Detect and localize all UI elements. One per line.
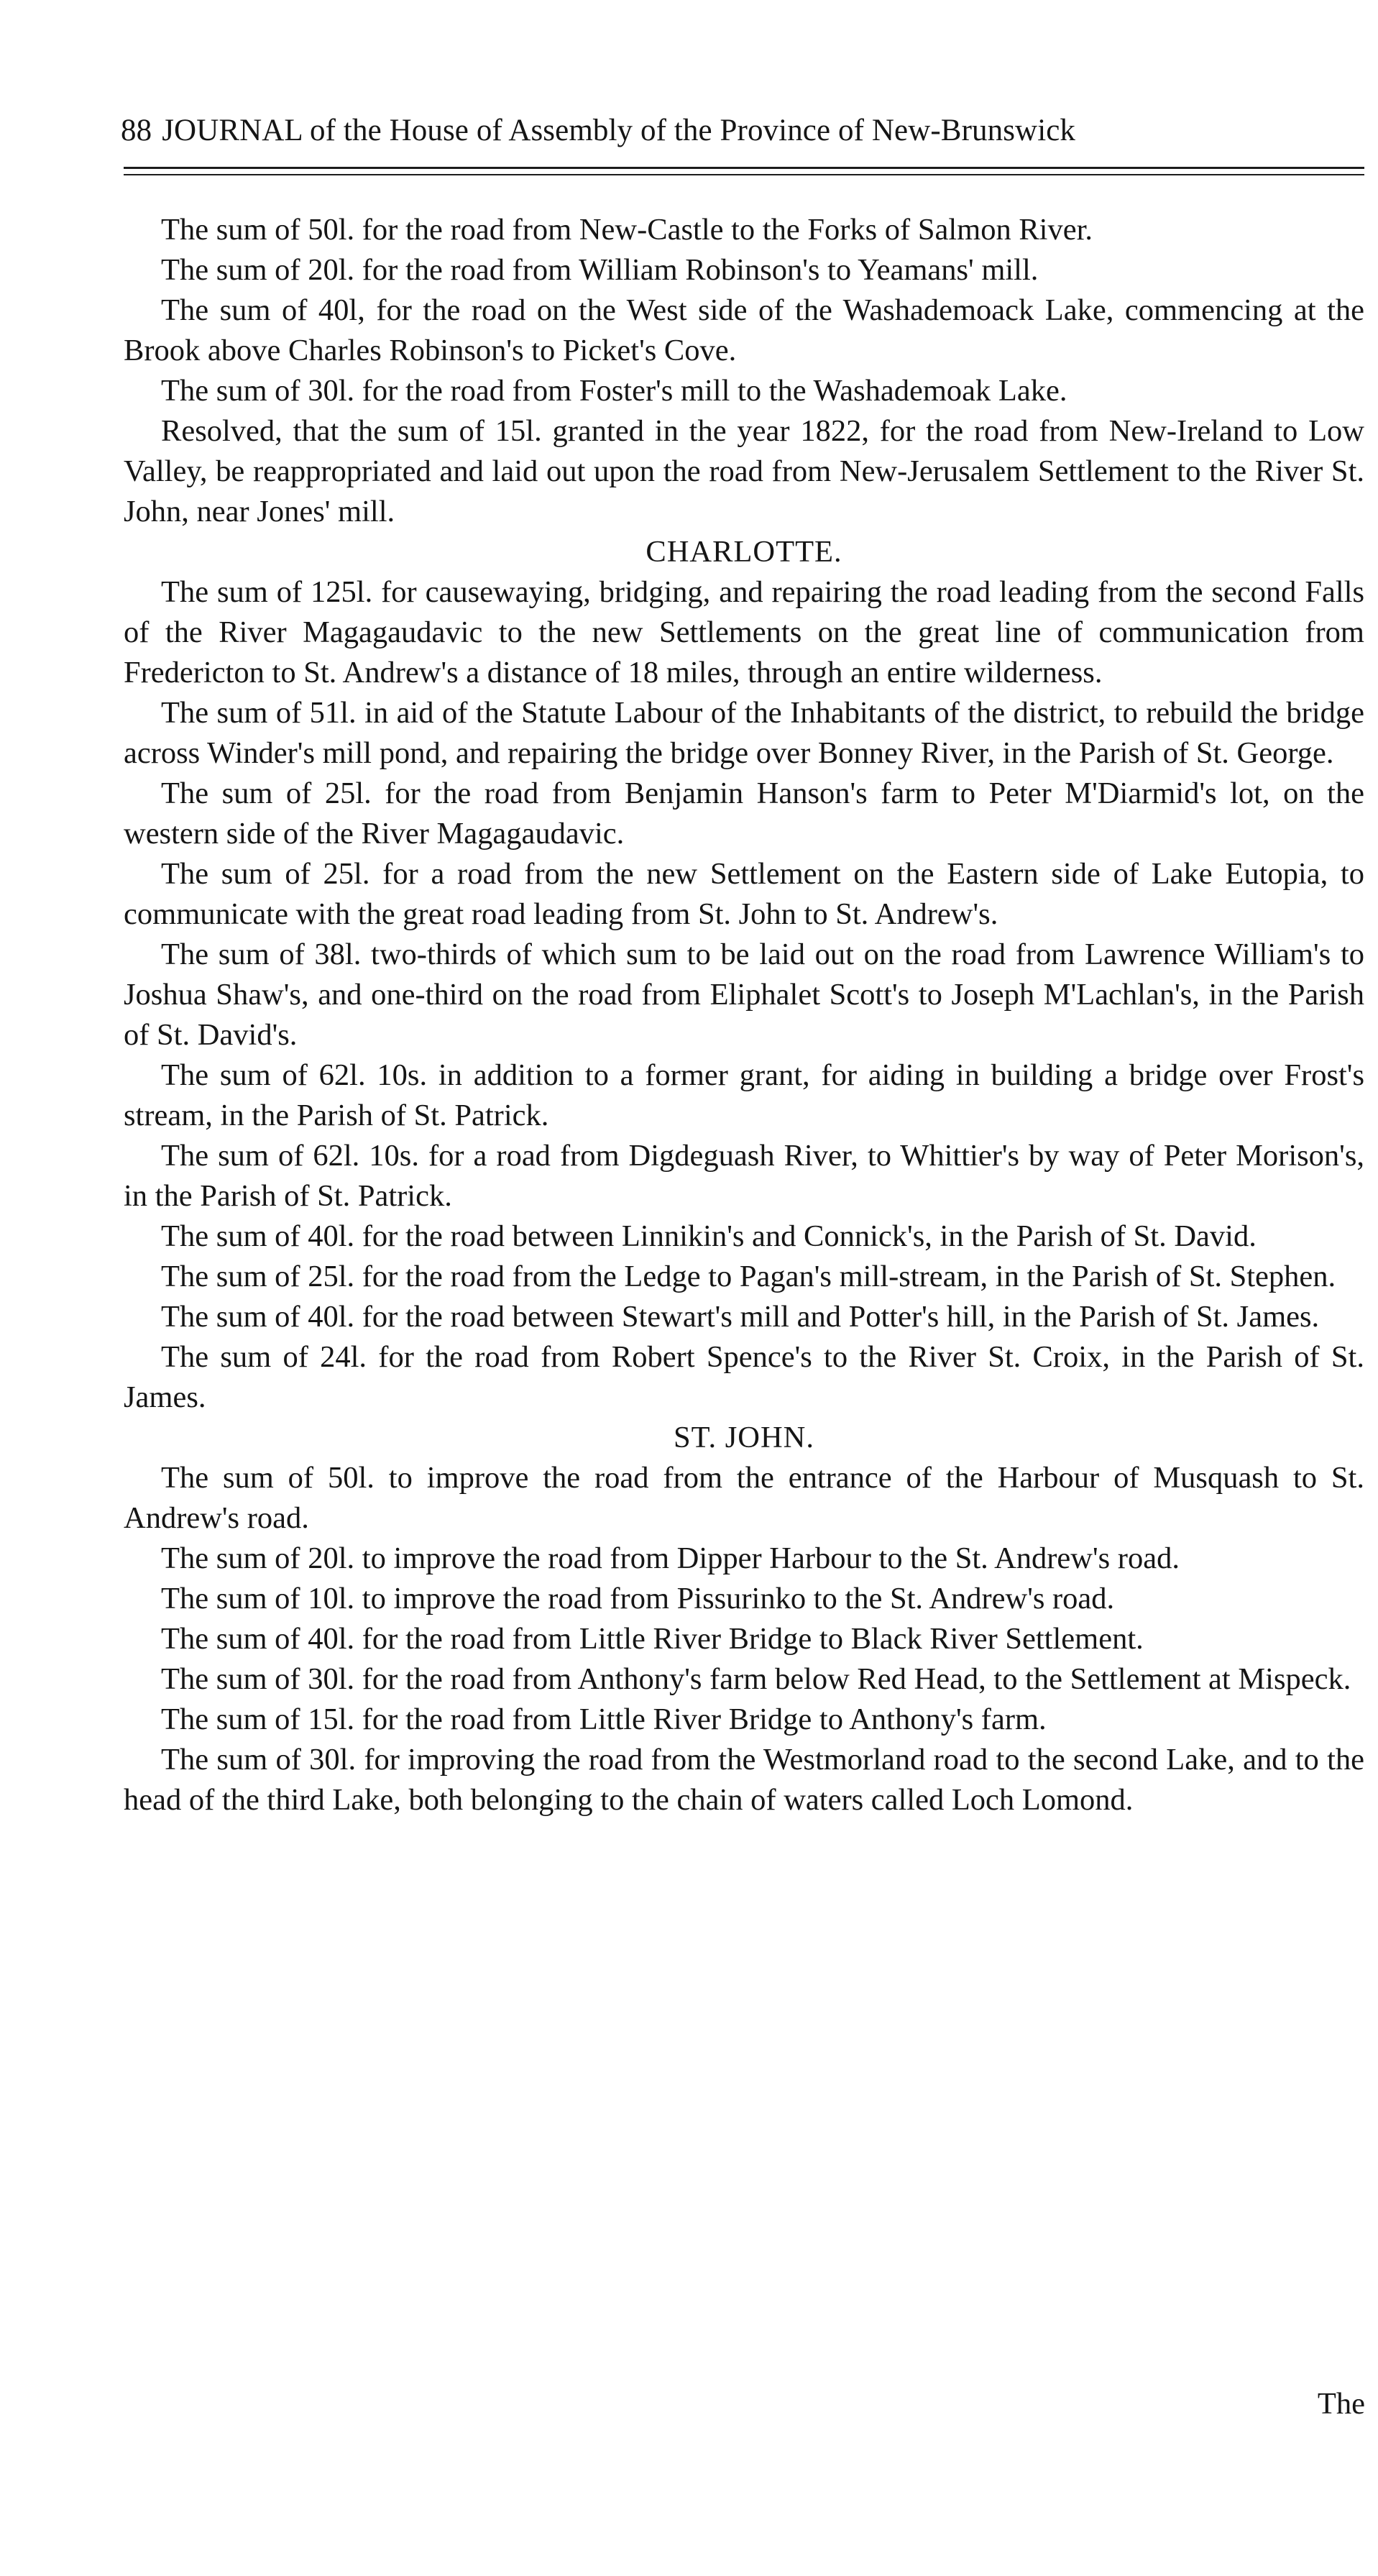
resolution-entry: The sum of 10l. to improve the road from Pissurinko to the St. Andrew's road. <box>161 1582 1115 1615</box>
resolution-entry: The sum of 20l. for the road from William Robinson's to Yeamans' mill. <box>161 253 1039 287</box>
resolution-entry: The sum of 51l. in aid of the Statute Labour of the Inhabitants of the district, to rebuild the bridge across Winder's mill pond, and repairing the bridge over Bonney River, in the Parish of St. George. <box>124 696 1364 770</box>
catchword: The <box>1317 2387 1365 2421</box>
resolution-entry: The sum of 15l. for the road from Little River Bridge to Anthony's farm. <box>161 1702 1047 1736</box>
resolution-entry: The sum of 62l. 10s. in addition to a former grant, for aiding in building a bridge over Frost's stream, in the Parish of St. Patrick. <box>124 1058 1364 1132</box>
resolution-entry: The sum of 50l. to improve the road from the entrance of the Harbour of Musquash to St. Andrew's road. <box>124 1461 1364 1535</box>
resolution-entry: The sum of 20l. to improve the road from Dipper Harbour to the St. Andrew's road. <box>161 1541 1180 1575</box>
resolution-entry: The sum of 62l. 10s. for a road from Digdeguash River, to Whittier's by way of Peter Morison's, in the Parish of St. Patrick. <box>124 1139 1364 1213</box>
resolution-entry: The sum of 30l. for the road from Foster's mill to the Washademoak Lake. <box>161 374 1067 408</box>
header-rule-top <box>124 167 1364 169</box>
resolution-entry: The sum of 38l. two-thirds of which sum to be laid out on the road from Lawrence William's to Joshua Shaw's, and one-third on the road from Eliphalet Scott's to Joseph M'Lachlan's, in the Parish of St. David's. <box>124 938 1364 1052</box>
page-number: 88 <box>121 114 152 147</box>
resolution-entry: The sum of 24l. for the road from Robert Spence's to the River St. Croix, in the Parish of St. James. <box>124 1340 1364 1414</box>
resolution-entry: The sum of 30l. for improving the road from the Westmorland road to the second Lake, and to the head of the third Lake, both belonging to the chain of waters called Loch Lomond. <box>124 1743 1364 1817</box>
resolution-entry: The sum of 40l, for the road on the West side of the Washademoack Lake, commencing at the Brook above Charles Robinson's to Picket's Cove. <box>124 293 1364 367</box>
section-heading: CHARLOTTE. <box>646 535 842 569</box>
section-heading: ST. JOHN. <box>674 1421 814 1454</box>
resolution-entry: The sum of 25l. for a road from the new Settlement on the Eastern side of Lake Eutopia, to communicate with the great road leading from St. John to St. Andrew's. <box>124 857 1364 931</box>
header-rule-bottom <box>124 174 1364 175</box>
resolution-entry: The sum of 30l. for the road from Anthony's farm below Red Head, to the Settlement at Mispeck. <box>161 1662 1351 1696</box>
resolution-entry: The sum of 125l. for causewaying, bridging, and repairing the road leading from the second Falls of the River Magagaudavic to the new Settlements on the great line of communication from Fredericton to St. Andrew's a distance of 18 miles, through an entire wilderness. <box>124 575 1364 689</box>
resolution-entry: The sum of 40l. for the road between Linnikin's and Connick's, in the Parish of St. David. <box>161 1219 1257 1253</box>
running-head <box>121 115 1372 146</box>
resolution-entry: The sum of 40l. for the road from Little River Bridge to Black River Settlement. <box>161 1622 1144 1656</box>
resolution-entry: The sum of 25l. for the road from Benjamin Hanson's farm to Peter M'Diarmid's lot, on the western side of the River Magagaudavic. <box>124 776 1364 851</box>
resolution-entry: Resolved, that the sum of 15l. granted in the year 1822, for the road from New-Ireland to Low Valley, be reappropriated and laid out upon the road from New-Jerusalem Settlement to the River St. John, near Jones' mill. <box>124 414 1364 528</box>
resolution-entry: The sum of 50l. for the road from New-Castle to the Forks of Salmon River. <box>161 213 1093 247</box>
journal-title: JOURNAL of the House of Assembly of the Province of New-Brunswick <box>162 114 1076 147</box>
body-text <box>124 210 1364 1820</box>
resolution-entry: The sum of 25l. for the road from the Ledge to Pagan's mill-stream, in the Parish of St. Stephen. <box>161 1260 1336 1293</box>
resolution-entry: The sum of 40l. for the road between Stewart's mill and Potter's hill, in the Parish of St. James. <box>161 1300 1320 1334</box>
